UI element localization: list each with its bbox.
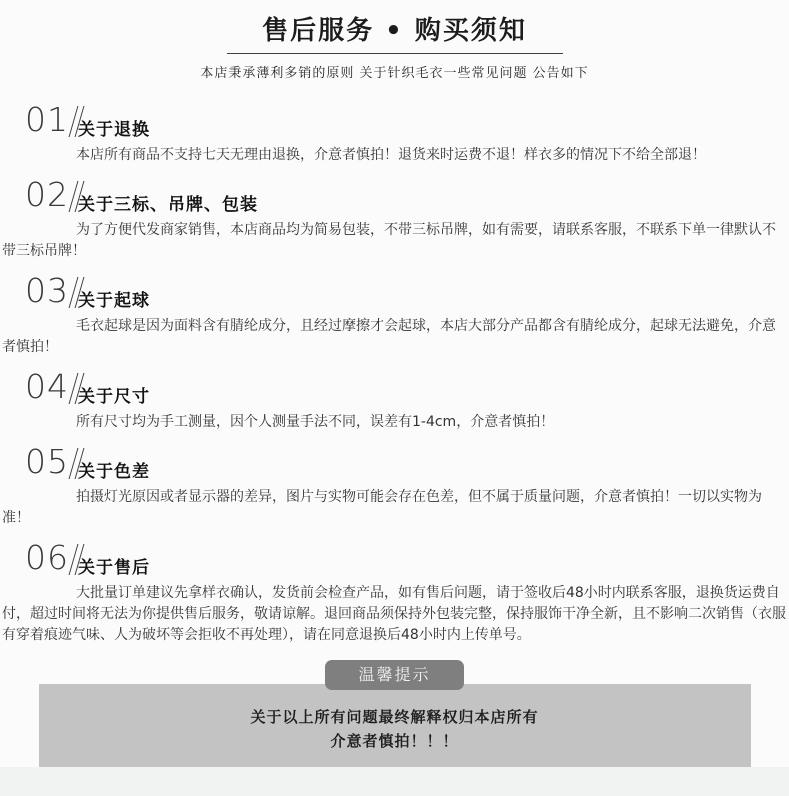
faq-item-number-text: 01 <box>25 100 69 139</box>
faq-item-body: 所有尺寸均为手工测量，因个人测量手法不同，误差有1-4cm，介意者慎拍！ <box>76 414 555 430</box>
faq-item-number <box>25 368 80 406</box>
notice-section <box>0 660 789 767</box>
faq-item-number <box>25 272 80 310</box>
faq-item-number <box>25 101 80 139</box>
faq-item-05 <box>0 442 789 529</box>
page-subtitle: 本店秉承薄利多销的原则 关于针织毛衣一些常见问题 公告如下 <box>200 66 589 81</box>
faq-item-04 <box>0 367 789 433</box>
notice-badge: 温馨提示 <box>325 660 464 690</box>
footer-strip <box>0 767 789 796</box>
notice-box <box>39 684 751 767</box>
page-header <box>0 0 789 81</box>
faq-item-number-text: 03 <box>25 271 69 310</box>
faq-item-head <box>0 442 789 483</box>
faq-item-06 <box>0 538 789 646</box>
faq-item-body: 大批量订单建议先拿样衣确认，发货前会检查产品，如有售后问题，请于签收后48小时内联系客服，退换货运费自付，超过时间将无法为你提供售后服务，敬请谅解。退回商品须保持外包装完整，保持服饰干净全新，且不影响二次销售（衣服有穿着痕迹气味、人为破坏等会拒收不再处理），请在同意退换后48小时内上传单号。 <box>2 585 786 643</box>
faq-item-number <box>25 539 80 577</box>
faq-item-head <box>0 175 789 216</box>
faq-item-body: 本店所有商品不支持七天无理由退换，介意者慎拍！退货来时运费不退！样衣多的情况下不给全部退！ <box>76 147 706 163</box>
notice-line-2: 介意者慎拍！！！ <box>330 732 459 750</box>
faq-item-02 <box>0 175 789 262</box>
faq-item-03 <box>0 271 789 358</box>
faq-item-heading: 关于退换 <box>78 120 150 140</box>
faq-item-number-text: 04 <box>25 367 69 406</box>
faq-item-heading: 关于尺寸 <box>78 387 150 407</box>
faq-item-body: 拍摄灯光原因或者显示器的差异，图片与实物可能会存在色差，但不属于质量问题，介意者慎拍！一切以实物为准！ <box>2 489 762 526</box>
faq-item-heading: 关于三标、吊牌、包装 <box>78 195 258 215</box>
faq-item-01 <box>0 100 789 166</box>
faq-item-heading: 关于色差 <box>78 462 150 482</box>
faq-item-number <box>25 176 80 214</box>
faq-item-head <box>0 100 789 141</box>
faq-item-heading: 关于售后 <box>78 558 150 578</box>
faq-item-head <box>0 367 789 408</box>
page-title: 售后服务 • 购买须知 <box>262 16 527 46</box>
faq-item-body: 毛衣起球是因为面料含有腈纶成分，且经过摩擦才会起球，本店大部分产品都含有腈纶成分，起球无法避免，介意者慎拍！ <box>2 318 776 355</box>
faq-item-body: 为了方便代发商家销售，本店商品均为简易包装，不带三标吊牌，如有需要，请联系客服，不联系下单一律默认不带三标吊牌！ <box>2 222 776 259</box>
faq-item-number <box>25 443 80 481</box>
faq-item-head <box>0 538 789 579</box>
faq-item-number-text: 05 <box>25 442 69 481</box>
faq-item-head <box>0 271 789 312</box>
faq-item-number-text: 06 <box>25 538 69 577</box>
faq-list <box>0 100 789 646</box>
faq-item-heading: 关于起球 <box>78 291 150 311</box>
title-divider <box>227 53 563 54</box>
notice-line-1: 关于以上所有问题最终解释权归本店所有 <box>250 708 539 726</box>
faq-item-number-text: 02 <box>25 175 69 214</box>
